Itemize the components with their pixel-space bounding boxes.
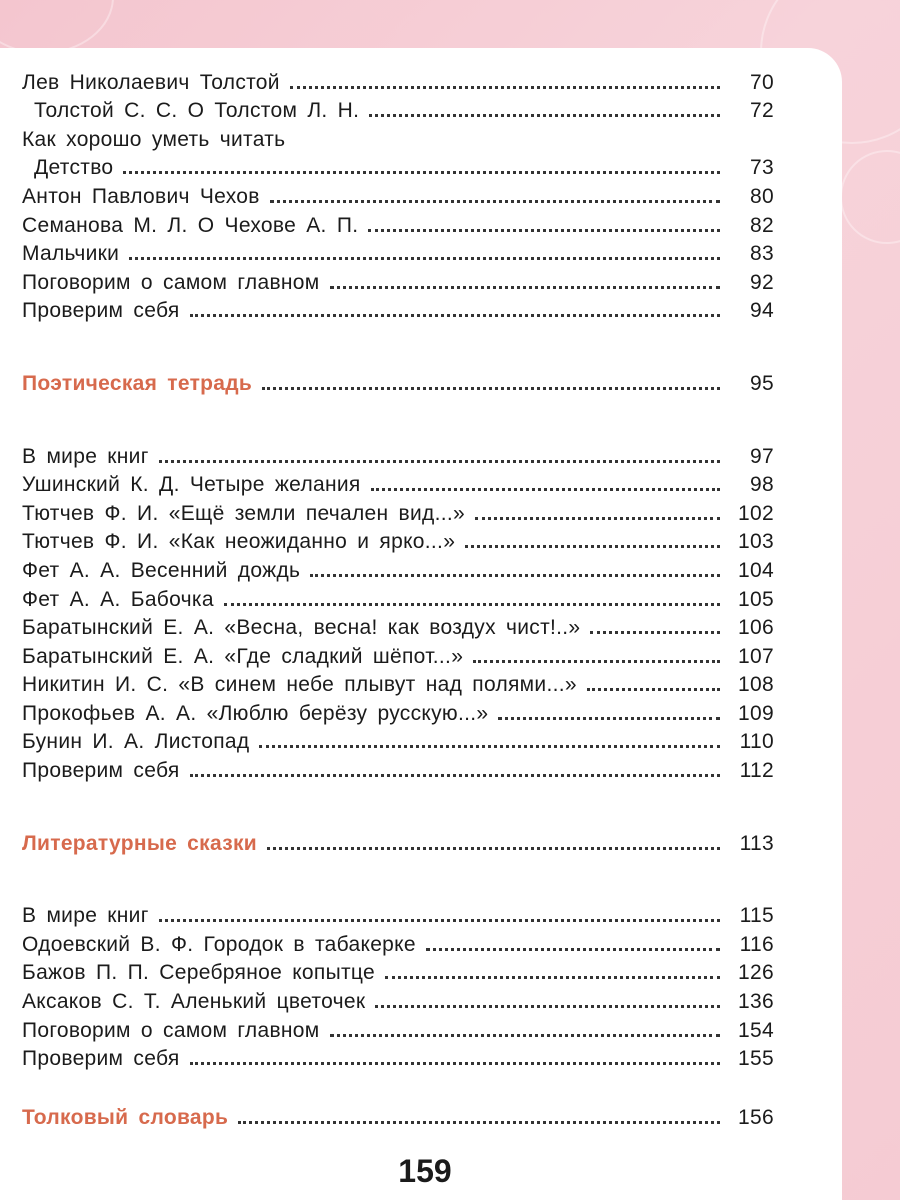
dot-leader	[310, 574, 720, 577]
toc-entry	[22, 123, 774, 152]
toc-entry-title: Одоевский В. Ф. Городок в табакерке	[22, 932, 416, 956]
dot-leader	[290, 86, 720, 89]
dot-leader	[270, 200, 720, 203]
dot-leader	[267, 847, 720, 850]
background-ornament	[840, 150, 900, 244]
toc-entry-page: 94	[750, 299, 774, 323]
toc-entry-title: Мальчики	[22, 242, 120, 266]
toc-entry	[22, 295, 774, 324]
toc-entry-page: 109	[738, 701, 774, 725]
dot-leader	[368, 229, 720, 232]
toc-entry-title: Баратынский Е. А. «Где сладкий шёпот...»	[22, 644, 464, 668]
dot-leader	[375, 1005, 720, 1008]
toc-entry	[22, 583, 774, 612]
table-of-contents	[22, 66, 774, 1130]
toc-entry	[22, 612, 774, 641]
toc-entry	[22, 469, 774, 498]
section-title: Литературные сказки	[22, 831, 257, 855]
toc-entry	[22, 66, 774, 95]
toc-entry-title: Антон Павлович Чехов	[22, 184, 260, 208]
background-ornament	[0, 0, 114, 54]
toc-entry-title: Баратынский Е. А. «Весна, весна! как воздух чист!..»	[22, 616, 581, 640]
dot-leader	[590, 631, 720, 634]
toc-entry-page: 104	[738, 558, 774, 582]
toc-entry-page: 154	[738, 1018, 774, 1042]
toc-entry-title: Проверим себя	[22, 299, 180, 323]
toc-entry	[22, 1043, 774, 1072]
toc-entry-page: 110	[739, 730, 774, 754]
dot-leader	[465, 545, 720, 548]
toc-entry-page: 105	[738, 587, 774, 611]
toc-entry-page: 82	[750, 213, 774, 237]
toc-entry-title: Прокофьев А. А. «Люблю берёзу русскую...»	[22, 701, 489, 725]
toc-entry-title: Фет А. А. Весенний дождь	[22, 558, 301, 582]
toc-entry-page: 102	[738, 501, 774, 525]
toc-entry-page: 136	[738, 990, 774, 1014]
dot-leader	[498, 717, 720, 720]
dot-leader	[129, 257, 720, 260]
dot-leader	[224, 603, 720, 606]
dot-leader	[587, 688, 720, 691]
toc-entry	[22, 497, 774, 526]
toc-entry-title: Бажов П. П. Серебряное копытце	[22, 961, 375, 985]
toc-entry-page: 73	[750, 156, 774, 180]
dot-leader	[159, 919, 720, 922]
toc-entry	[22, 697, 774, 726]
dot-leader	[473, 660, 720, 663]
dot-leader	[330, 1034, 720, 1037]
toc-entry-title: Аксаков С. Т. Аленький цветочек	[22, 990, 366, 1014]
toc-entry-page: 126	[738, 961, 774, 985]
toc-entry-page: 92	[750, 270, 774, 294]
toc-section-heading	[22, 367, 774, 396]
toc-entry-title: В мире книг	[22, 444, 149, 468]
toc-entry-title: Ушинский К. Д. Четыре желания	[22, 473, 361, 497]
toc-entry-title: Тютчев Ф. И. «Как неожиданно и ярко...»	[22, 530, 456, 554]
toc-entry-title: Проверим себя	[22, 1047, 180, 1071]
toc-entry-page: 72	[750, 99, 774, 123]
toc-entry-page: 106	[738, 616, 774, 640]
section-title: Толковый словарь	[22, 1105, 229, 1129]
toc-entry-page: 112	[739, 759, 774, 783]
toc-entry-page: 116	[739, 932, 774, 956]
toc-entry-title: Толстой С. С. О Толстом Л. Н.	[34, 99, 360, 123]
toc-entry-title: Как хорошо уметь читать	[22, 127, 286, 151]
toc-entry-title: Проверим себя	[22, 759, 180, 783]
toc-entry	[22, 440, 774, 469]
toc-entry	[22, 152, 774, 181]
section-title: Поэтическая тетрадь	[22, 371, 253, 395]
toc-entry-title: Лев Николаевич Толстой	[22, 70, 280, 94]
dot-leader	[190, 314, 720, 317]
dot-leader	[371, 488, 720, 491]
toc-entry-page: 83	[750, 242, 774, 266]
section-page: 95	[750, 371, 774, 395]
dot-leader	[330, 286, 720, 289]
toc-entry	[22, 957, 774, 986]
toc-entry	[22, 266, 774, 295]
toc-entry-page: 97	[750, 444, 774, 468]
dot-leader	[259, 745, 720, 748]
toc-entry-page: 108	[738, 673, 774, 697]
dot-leader	[426, 948, 720, 951]
dot-leader	[190, 774, 720, 777]
toc-entry-page: 107	[738, 644, 774, 668]
toc-entry-title: Поговорим о самом главном	[22, 1018, 320, 1042]
toc-entry	[22, 209, 774, 238]
dot-leader	[238, 1121, 720, 1124]
toc-entry	[22, 1014, 774, 1043]
toc-entry-page: 98	[750, 473, 774, 497]
dot-leader	[159, 460, 720, 463]
toc-entry	[22, 754, 774, 783]
section-page: 156	[738, 1105, 774, 1129]
page-number: 159	[372, 1138, 478, 1200]
section-page: 113	[739, 831, 774, 855]
dot-leader	[475, 517, 720, 520]
toc-entry	[22, 554, 774, 583]
toc-entry	[22, 238, 774, 267]
dot-leader	[385, 976, 720, 979]
toc-entry-title: Семанова М. Л. О Чехове А. П.	[22, 213, 359, 237]
toc-entry	[22, 180, 774, 209]
toc-entry	[22, 928, 774, 957]
dot-leader	[262, 387, 720, 390]
toc-entry-page: 80	[750, 184, 774, 208]
toc-entry-title: Детство	[34, 156, 114, 180]
toc-entry	[22, 640, 774, 669]
dot-leader	[123, 171, 720, 174]
toc-entry-title: Фет А. А. Бабочка	[22, 587, 214, 611]
toc-entry	[22, 985, 774, 1014]
toc-entry-title: Бунин И. А. Листопад	[22, 730, 250, 754]
toc-entry	[22, 95, 774, 124]
toc-entry-title: Тютчев Ф. И. «Ещё земли печален вид...»	[22, 501, 465, 525]
toc-section-heading	[22, 1101, 774, 1130]
toc-section-heading	[22, 827, 774, 856]
toc-entry-title: В мире книг	[22, 904, 149, 928]
toc-entry-page: 155	[738, 1047, 774, 1071]
dot-leader	[369, 114, 720, 117]
toc-entry	[22, 900, 774, 929]
toc-entry-page: 103	[738, 530, 774, 554]
dot-leader	[190, 1062, 720, 1065]
toc-entry	[22, 526, 774, 555]
toc-entry	[22, 669, 774, 698]
toc-entry-page: 70	[750, 70, 774, 94]
toc-entry-page: 115	[739, 904, 774, 928]
toc-entry-title: Поговорим о самом главном	[22, 270, 320, 294]
toc-entry-title: Никитин И. С. «В синем небе плывут над полями...»	[22, 673, 577, 697]
toc-entry	[22, 726, 774, 755]
